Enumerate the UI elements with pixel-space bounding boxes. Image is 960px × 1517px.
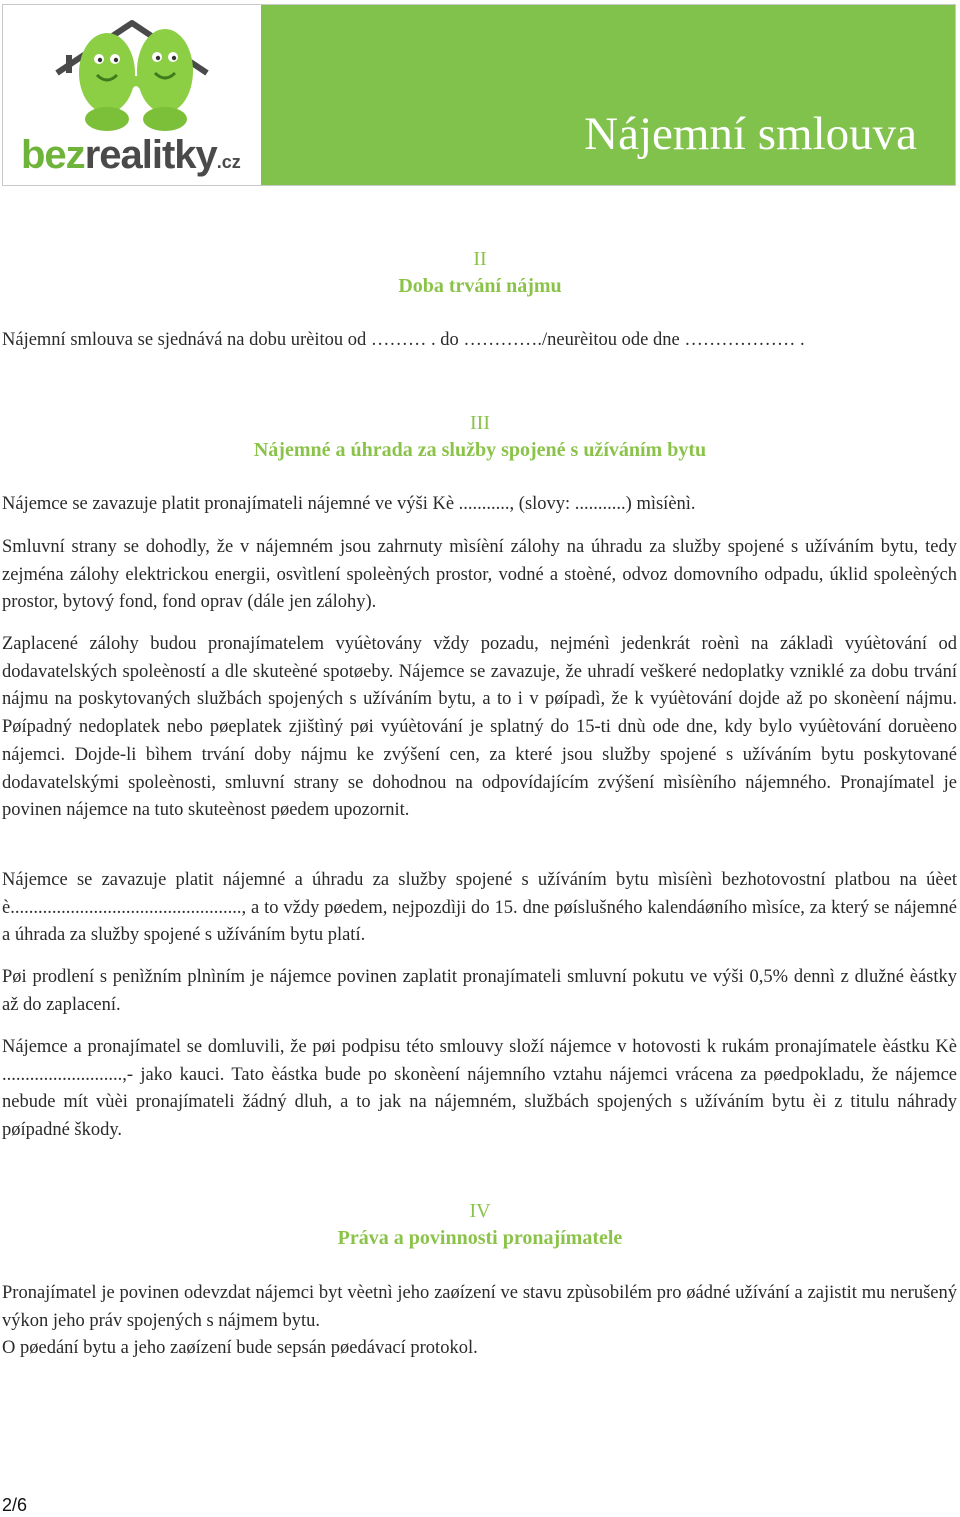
paragraph: Nájemce se zavazuje platit pronajímateli nájemné ve výši Kè ..........., (slovy: ...........) mìsíènì. — [2, 494, 696, 514]
paragraph: Smluvní strany se dohodly, že v nájemném jsou zahrnuty mìsíèní zálohy na úhradu za služby spojené s užíváním bytu, tedy zejména zálohy elektrickou energii, osvìtlení spoleèných prostor, vodné a stoèné, odvoz domovního odpadu, úklid spoleèných prostor, bytový fond, fond oprav (dále jen zálohy). — [2, 537, 957, 613]
paragraph: Pronajímatel je povinen odevzdat nájemci byt vèetnì jeho zaøízení ve stavu zpùsobilém pro øádné užívání a zajistit mu nerušený výkon jeho práv spojených s nájmem bytu. — [2, 1283, 957, 1331]
paragraph: O pøedání bytu a jeho zaøízení bude sepsán pøedávací protokol. — [2, 1338, 478, 1358]
section-number: III — [470, 412, 490, 434]
section-title: Práva a povinnosti pronajímatele — [337, 1227, 623, 1249]
paragraph: Zaplacené zálohy budou pronajímatelem vyúètovány vždy pozadu, nejménì jedenkrát roènì na základì vyúètování od dodavatelských spoleèností a dle skuteèné spotøeby. Nájemce se zavazuje, že uhradí veškeré nedoplatky vzniklé za dobu trvání nájmu na poskytovaných službách spojených s užíváním bytu, a to i v pøípadì, že k vyúètování dojde až po skonèení nájmu. Pøípadný nedoplatek nebo pøeplatek zjištìný pøi vyúètování je splatný do 15-ti dnù ode dne, kdy bylo vyúètování doruèeno nájemci. Dojde-li bìhem trvání doby nájmu ke zvýšení cen, za které jsou služby spojené s užíváním bytu poskytované dodavatelskými spoleènosti, smluvní strany se dohodnou na odpovídajícím zvýšení mìsíèního nájemného. Pronajímatel je povinen nájemce na tuto skuteènost pøedem upozornit. — [2, 634, 957, 821]
logo[interactable] — [3, 5, 261, 185]
section-title: Nájemné a úhrada za služby spojené s užíváním bytu — [253, 439, 707, 461]
section-number: IV — [469, 1200, 491, 1222]
section-number: II — [473, 248, 487, 270]
logo-wordmark — [21, 133, 241, 178]
paragraph: Pøi prodlení s penìžním plnìním je nájemce povinen zaplatit pronajímateli smluvní pokutu ve výši 0,5% dennì z dlužné èástky až do zaplacení. — [2, 967, 957, 1015]
header-banner — [2, 4, 956, 186]
logo-name-part3: .cz — [216, 152, 241, 172]
section-title: Doba trvání nájmu — [398, 275, 562, 297]
document-title: Nájemní smlouva — [584, 108, 917, 160]
paragraph: Nájemce a pronajímatel se domluvili, že pøi podpisu této smlouvy složí nájemce v hotovosti k rukám pronajímatele èástku Kè ..........................,- jako kauci. Tato èástka bude po skonèení nájemního vztahu nájemci vrácena za pøedpokladu, že nájemce nebude mít vùèi pronajímateli žádný dluh, a to jak na nájemném, službách spojených s užíváním bytu èi z titulu náhrady pøípadné škody. — [2, 1037, 957, 1141]
section-heading-iv — [0, 1198, 960, 1252]
logo-name-part1: bez — [21, 133, 85, 177]
paragraph: Nájemce se zavazuje platit nájemné a úhradu za služby spojené s užíváním bytu mìsíènì bezhotovostní platbou na úèet è.................................................., a to vždy pøedem, nejpozdìji do 15. dne pøíslušného kalendáøního mìsíce, za který se nájemné a úhrada za služby spojené s užíváním bytu platí. — [2, 870, 957, 946]
page-number: 2/6 — [2, 1495, 28, 1515]
section-heading-iii — [0, 410, 960, 464]
logo-name-part2: realitky — [84, 133, 217, 177]
paragraph: Nájemní smlouva se sjednává na dobu urèitou od ……… . do …………./neurèitou ode dne ……………… . — [2, 330, 805, 350]
logo-mascots-icon — [17, 15, 247, 135]
section-heading-ii — [0, 246, 960, 300]
